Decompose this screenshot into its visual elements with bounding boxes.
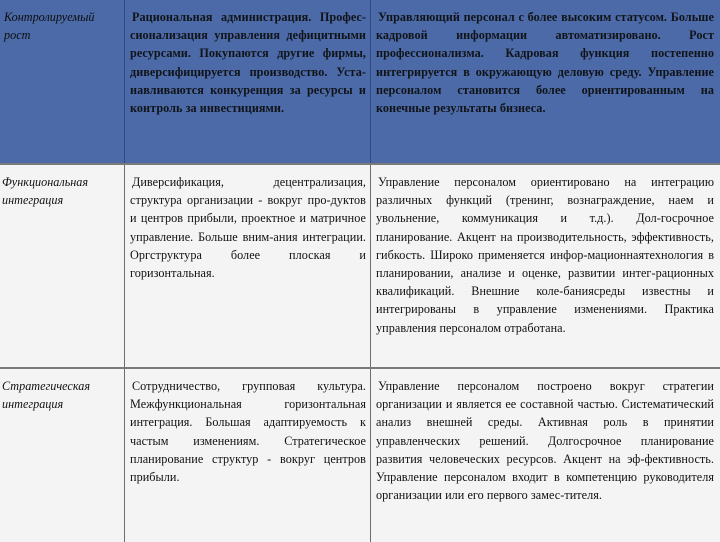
organization-cell — [125, 0, 371, 163]
personnel-cell — [371, 165, 720, 369]
personnel-cell — [371, 369, 720, 542]
stage-cell — [0, 369, 125, 542]
stage-cell — [0, 165, 125, 369]
organization-text: Сотрудничество, групповая культура. Межфункциональная горизонтальная интеграция. Большая адаптируемость к частым изменениям. Стратегическое планирование структур - вокруг центров прибыли. — [130, 379, 366, 485]
table-row — [0, 163, 720, 369]
organization-cell — [125, 165, 371, 369]
stage-cell — [0, 0, 125, 163]
stage-name: Стратегическая интеграция — [2, 379, 90, 411]
table-row — [0, 0, 720, 163]
personnel-cell — [371, 0, 720, 163]
table-row — [0, 367, 720, 542]
stage-name: Контролируемый рост — [4, 10, 95, 42]
organization-cell — [125, 369, 371, 542]
organization-text: Рациональная администрация. Профес-сионализация управления дефицитными ресурсами. Покупаются другие фирмы, диверсифицируется производство. Уста-навливаются конкуренция за ресурсы и контроль за инвестициями. — [130, 10, 366, 116]
personnel-text: Управляющий персонал с более высоким статусом. Больше кадровой информации автоматизировано. Рост профессионализма. Кадровая функция постепенно интегрируется в окружающую деловую среду. Управление персоналом становится более ориентированным на конечные результаты бизнеса. — [376, 10, 714, 116]
personnel-text: Управление персоналом построено вокруг стратегии организации и является ее составной частью. Систематический анализ внешней среды. Активная роль в принятии управленческих решений. Долгосрочное планирование развития человеческих ресурсов. Акцент на эф-фективность. Управление персоналом входит в компетенцию руководителя организации или его первого замес-тителя. — [376, 379, 714, 503]
personnel-text: Управление персоналом ориентировано на интеграцию различных функций (тренинг, вознаграждение, наем и увольнение, коммуникация и т.д.). Дол-госрочное планирование. Акцент на производительность, эффективность, гибкость. Широко применяется инфор-мационнаятехнология в планировании, анализе и оценке, развитии интег-рационных квалификаций. Внешние коле-банияcреды известны и интегрированы в управление изменениями. Практика управления персоналом отработана. — [376, 175, 714, 335]
organization-text: Диверсификация, децентрализация, структура организации - вокруг про-дуктов и центров прибыли, проектное и матричное управление. Больше вним-ания интеграции. Оргструктура более плоская и горизонтальная. — [130, 175, 366, 281]
stage-name: Функциональная интеграция — [2, 175, 89, 207]
